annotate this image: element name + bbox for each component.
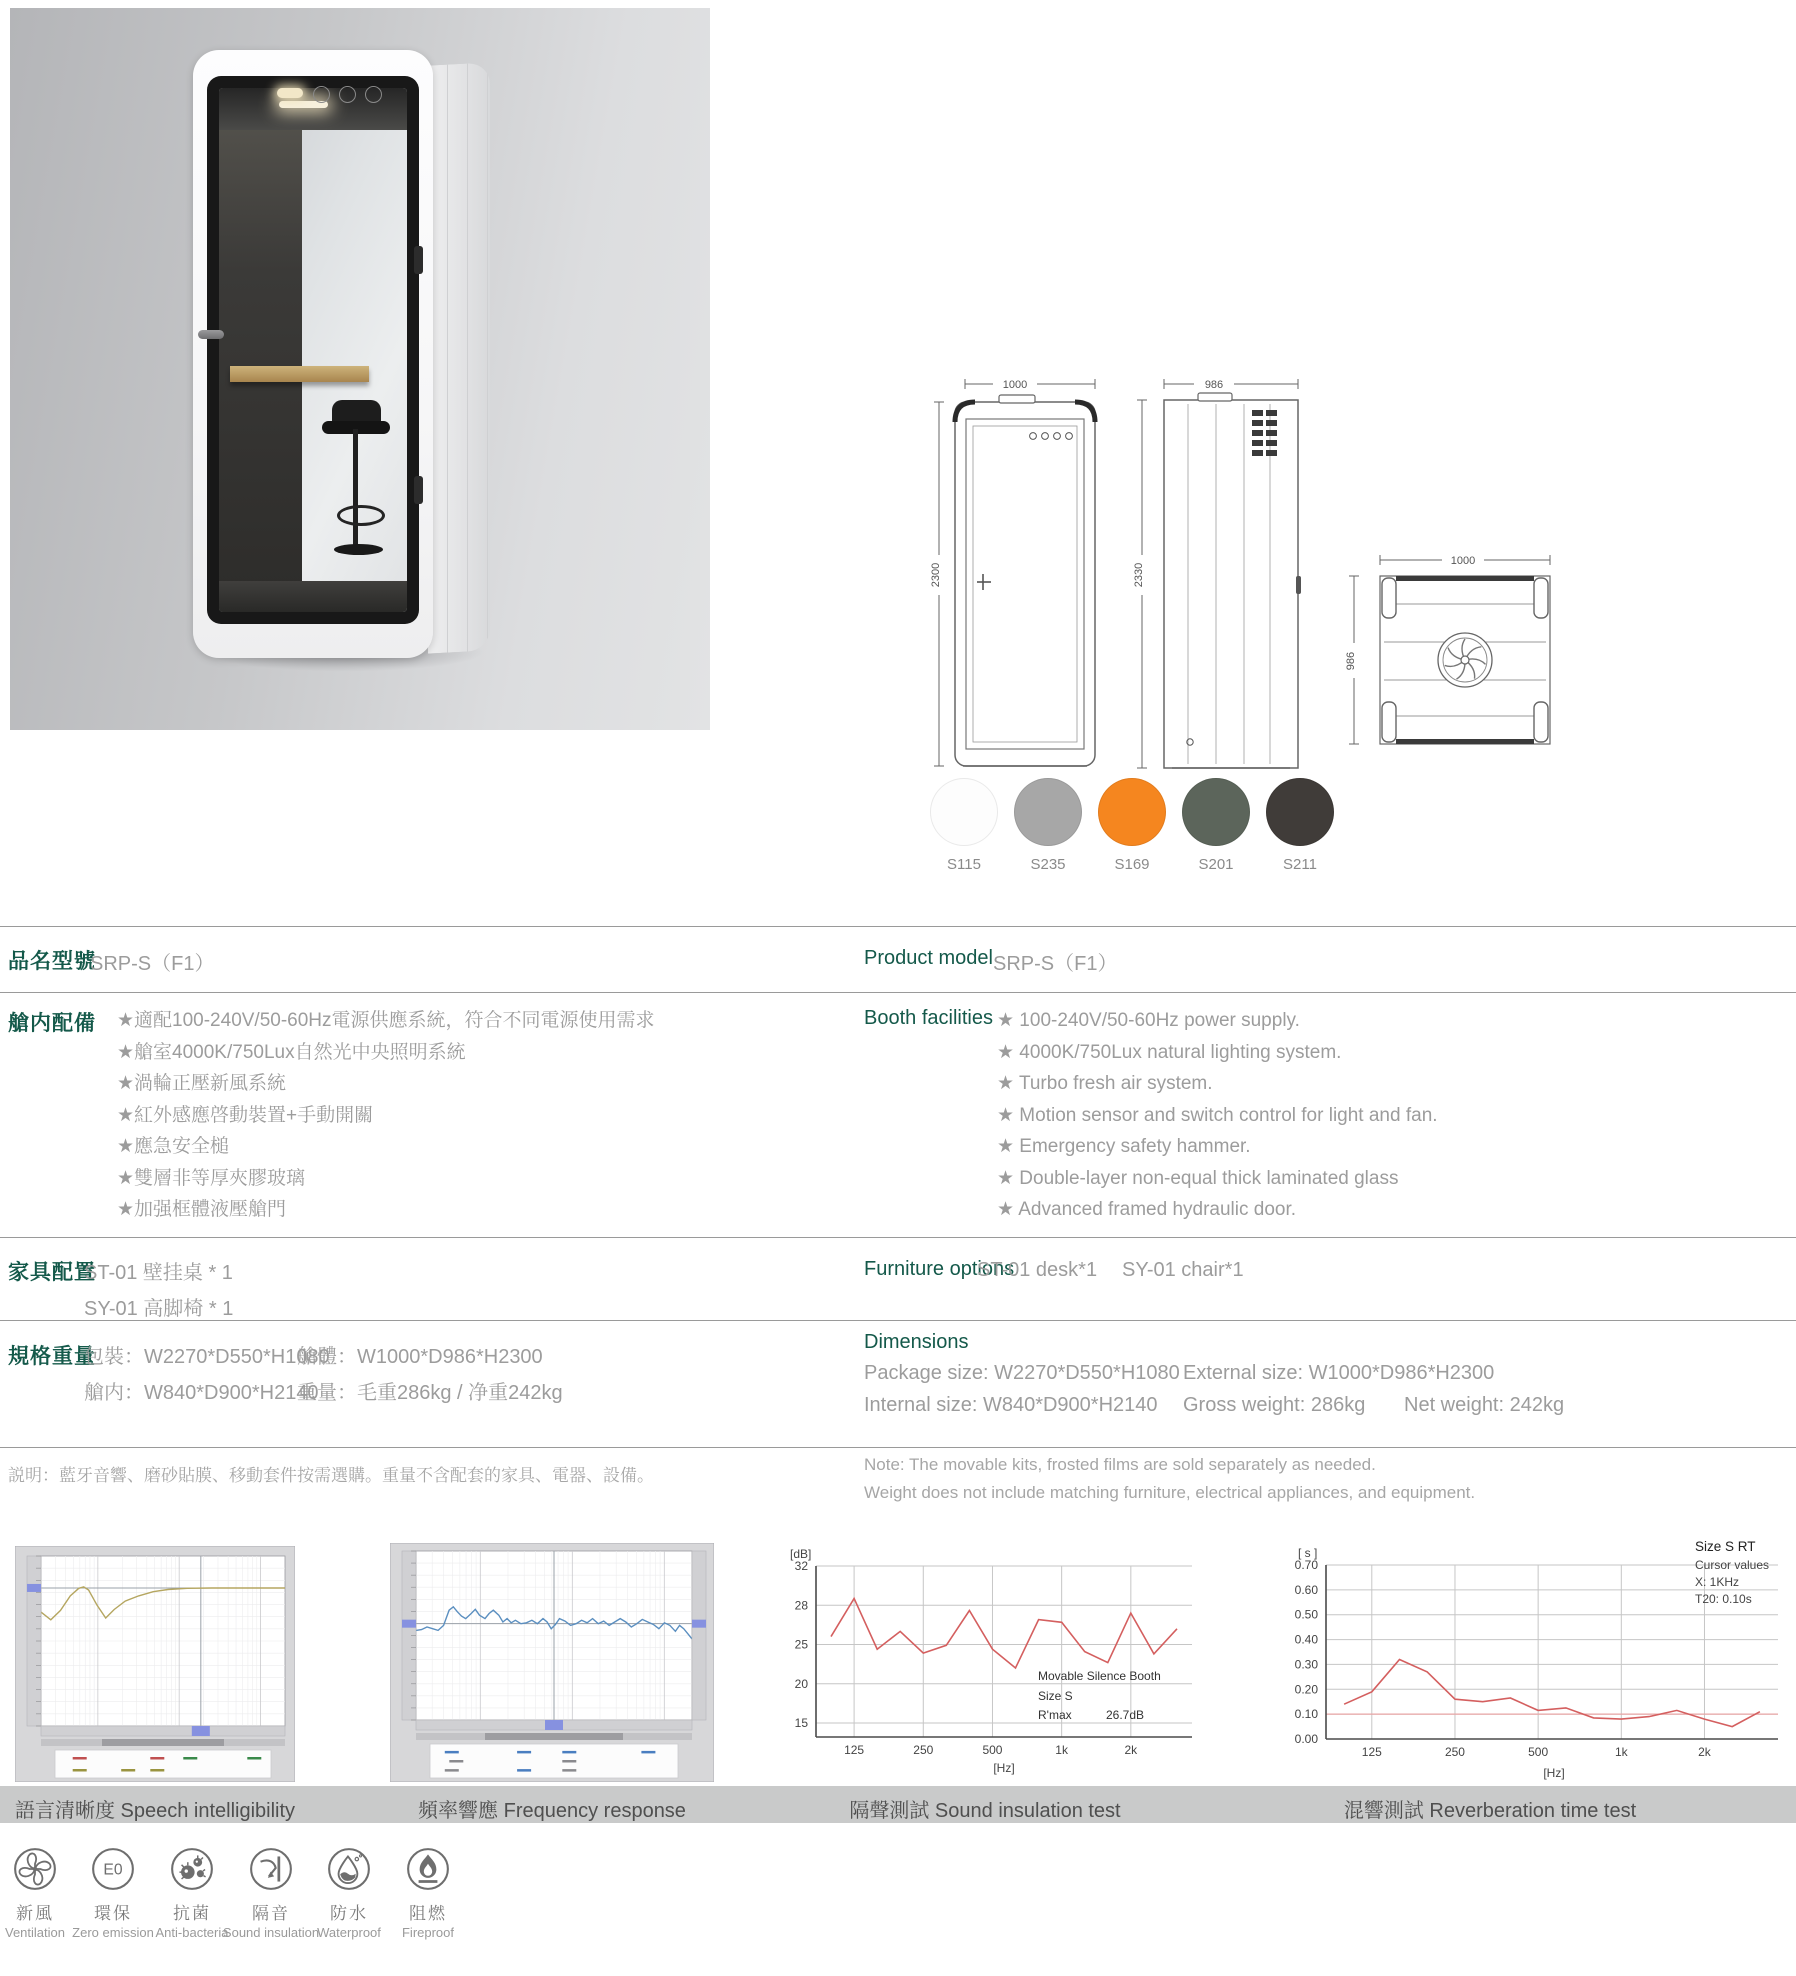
color-swatch bbox=[1174, 778, 1258, 873]
swatch-circle-s235 bbox=[1014, 778, 1082, 846]
model-value-zh: SRP-S（F1） bbox=[90, 953, 215, 975]
door-handle bbox=[198, 330, 224, 339]
dim-package-zh: 包裝：W2270*D550*H1080 bbox=[84, 1346, 330, 1368]
stool-footring bbox=[337, 505, 384, 526]
svg-text:25: 25 bbox=[794, 1637, 808, 1652]
furniture-label-en: Furniture options bbox=[864, 1258, 1015, 1280]
row-divider bbox=[0, 1237, 1796, 1238]
facility-item: ★ 4000K/750Lux natural lighting system. bbox=[997, 1041, 1342, 1063]
booth-door-frame bbox=[207, 76, 419, 624]
svg-text:250: 250 bbox=[1444, 1745, 1465, 1759]
swatch-label: S201 bbox=[1198, 856, 1234, 873]
sound-insulation-icon bbox=[248, 1846, 294, 1892]
furniture-label-zh: 家具配置 bbox=[8, 1261, 96, 1284]
facility-item: ★應急安全槌 bbox=[117, 1136, 230, 1157]
dim-external-en: External size: W1000*D986*H2300 bbox=[1183, 1362, 1495, 1384]
dim-internal-zh: 艙内：W840*D900*H2140 bbox=[84, 1382, 319, 1404]
panel-icon-3 bbox=[365, 86, 382, 103]
facility-item: ★ Turbo fresh air system. bbox=[997, 1073, 1213, 1094]
table-top-border bbox=[0, 926, 1796, 927]
product-photo bbox=[10, 8, 710, 730]
x-axis-unit: [Hz] bbox=[993, 1761, 1015, 1775]
feature-label-en: Ventilation bbox=[5, 1925, 65, 1940]
y-axis-unit: [ s ] bbox=[1298, 1546, 1318, 1560]
y-axis-unit: [dB] bbox=[790, 1547, 812, 1561]
note-en-line1: Note: The movable kits, frosted films are sold separately as needed. bbox=[864, 1455, 1376, 1474]
feature-label-zh: 隔音 bbox=[252, 1904, 290, 1923]
chart-caption: 隔聲測試 Sound insulation test bbox=[849, 1800, 1121, 1822]
annotation-line: Size S bbox=[1038, 1689, 1073, 1703]
annotation-line: Movable Silence Booth bbox=[1038, 1669, 1161, 1683]
svg-text:20: 20 bbox=[794, 1676, 808, 1691]
front-height-dim: 2300 bbox=[930, 562, 942, 588]
feature-label-zh: 抗菌 bbox=[173, 1904, 211, 1923]
panel-lamp bbox=[277, 88, 303, 98]
svg-text:1k: 1k bbox=[1055, 1743, 1068, 1757]
legend-title: Size S RT bbox=[1695, 1539, 1756, 1554]
feature-label-zh: 防水 bbox=[330, 1904, 368, 1923]
stool-base bbox=[334, 544, 383, 555]
panel-icon-2 bbox=[339, 86, 356, 103]
x-axis-unit: [Hz] bbox=[1543, 1766, 1565, 1780]
bacteria-icon bbox=[169, 1846, 215, 1892]
side-height-dim: 2330 bbox=[1133, 562, 1145, 588]
facilities-list-zh bbox=[117, 1005, 655, 1226]
furniture-item-en: SY-01 chair*1 bbox=[1122, 1259, 1244, 1281]
facility-item: ★ Emergency safety hammer. bbox=[997, 1136, 1251, 1157]
svg-text:500: 500 bbox=[1528, 1745, 1549, 1759]
svg-text:28: 28 bbox=[794, 1598, 808, 1613]
dim-weight-zh: 重量：毛重286kg / 净重242kg bbox=[297, 1382, 563, 1404]
fan-icon bbox=[12, 1846, 58, 1892]
fan-top-view bbox=[1438, 633, 1492, 687]
chart-caption: 語言清晰度 Speech intelligibility bbox=[14, 1800, 296, 1822]
swatch-label: S115 bbox=[947, 856, 981, 873]
feature-label-en: Zero emission bbox=[72, 1925, 154, 1940]
dim-external-zh: 艙體：W1000*D986*H2300 bbox=[297, 1346, 543, 1368]
svg-text:E0: E0 bbox=[103, 1861, 123, 1879]
top-width-dim: 1000 bbox=[1450, 555, 1476, 567]
furniture-item-zh: SY-01 高脚椅 * 1 bbox=[84, 1298, 234, 1320]
facility-item: ★ Double-layer non-equal thick laminated glass bbox=[997, 1167, 1399, 1189]
svg-text:125: 125 bbox=[1361, 1745, 1382, 1759]
sound-insulation-chart bbox=[770, 1542, 1200, 1785]
dimensions-label-zh: 規格重量 bbox=[8, 1345, 96, 1368]
color-swatch bbox=[1258, 778, 1342, 873]
svg-text:0.50: 0.50 bbox=[1294, 1607, 1318, 1622]
booth-side-panel bbox=[428, 62, 490, 653]
annotation-line: R'max bbox=[1038, 1708, 1072, 1722]
control-panel bbox=[277, 83, 403, 105]
chart-caption: 混響測試 Reverberation time test bbox=[1343, 1800, 1637, 1822]
feature-label-en: Fireproof bbox=[401, 1925, 455, 1940]
feature-label-en: Waterproof bbox=[317, 1925, 381, 1940]
booth-interior-felt bbox=[219, 88, 302, 612]
row-divider bbox=[0, 992, 1796, 993]
facility-item: ★ Motion sensor and switch control for light and fan. bbox=[997, 1104, 1438, 1126]
note-en-line2: Weight does not include matching furniture, electrical appliances, and equipment. bbox=[864, 1483, 1476, 1502]
dim-net-weight-en: Net weight: 242kg bbox=[1404, 1394, 1565, 1416]
booth-glass bbox=[219, 88, 407, 612]
color-swatch bbox=[922, 778, 1006, 873]
feature-label-zh: 阻燃 bbox=[409, 1904, 447, 1923]
dimensions-label-en: Dimensions bbox=[864, 1331, 969, 1353]
facilities-label-en: Booth facilities bbox=[864, 1007, 993, 1029]
dim-gross-weight-en: Gross weight: 286kg bbox=[1183, 1394, 1366, 1416]
svg-text:0.60: 0.60 bbox=[1294, 1582, 1318, 1597]
swatch-circle-s201 bbox=[1182, 778, 1250, 846]
frequency-response-chart bbox=[390, 1543, 714, 1782]
swatch-label: S235 bbox=[1030, 856, 1066, 873]
svg-text:250: 250 bbox=[913, 1743, 934, 1757]
facility-item: ★紅外感應啓動裝置+手動開關 bbox=[117, 1104, 374, 1126]
top-view-drawing bbox=[1342, 548, 1562, 763]
side-depth-dim: 986 bbox=[1204, 379, 1224, 391]
feature-label-en: Sound insulation bbox=[222, 1925, 320, 1940]
row-divider bbox=[0, 1320, 1796, 1321]
feature-label-zh: 新風 bbox=[16, 1904, 54, 1923]
facility-item: ★渦輪正壓新風系統 bbox=[117, 1073, 287, 1094]
facilities-label-zh: 艙内配備 bbox=[8, 1012, 96, 1035]
annotation-value: 26.7dB bbox=[1106, 1708, 1145, 1722]
svg-text:15: 15 bbox=[794, 1716, 808, 1730]
door-hinge-bottom bbox=[414, 476, 423, 504]
waterproof-icon bbox=[326, 1846, 372, 1892]
svg-text:0.10: 0.10 bbox=[1294, 1707, 1318, 1722]
stool-pole bbox=[353, 429, 358, 555]
svg-text:1k: 1k bbox=[1614, 1745, 1628, 1759]
speech-intelligibility-chart bbox=[15, 1546, 295, 1782]
dim-package-en: Package size: W2270*D550*H1080 bbox=[864, 1362, 1180, 1384]
model-label-en: Product model bbox=[864, 947, 993, 969]
furniture-item-en: ST-01 desk*1 bbox=[977, 1259, 1098, 1281]
booth-desk bbox=[230, 366, 369, 382]
facility-item: ★ Advanced framed hydraulic door. bbox=[997, 1199, 1297, 1220]
svg-text:0.20: 0.20 bbox=[1294, 1682, 1318, 1697]
facility-item: ★加强框體液壓艙門 bbox=[117, 1199, 287, 1220]
facility-item: ★ 100-240V/50-60Hz power supply. bbox=[997, 1010, 1300, 1031]
front-width-dim: 1000 bbox=[1002, 379, 1028, 391]
facility-item: ★艙室4000K/750Lux自然光中央照明系統 bbox=[117, 1041, 466, 1063]
top-depth-dim: 986 bbox=[1345, 651, 1357, 671]
color-swatch bbox=[1090, 778, 1174, 873]
svg-text:0.30: 0.30 bbox=[1294, 1657, 1318, 1672]
door-hinge-top bbox=[414, 246, 423, 274]
fireproof-icon bbox=[405, 1846, 451, 1892]
furniture-item-zh: ST-01 壁挂桌 * 1 bbox=[84, 1262, 233, 1284]
facility-item: ★適配100-240V/50-60Hz電源供應系統，符合不同電源使用需求 bbox=[117, 1010, 655, 1031]
feature-label-en: Anti-bacteria bbox=[155, 1925, 229, 1940]
swatch-circle-s115 bbox=[930, 778, 998, 846]
e0-icon bbox=[90, 1846, 136, 1892]
facilities-list-en bbox=[997, 1005, 1438, 1226]
swatch-label: S169 bbox=[1114, 856, 1150, 873]
svg-text:2k: 2k bbox=[1698, 1745, 1711, 1759]
swatch-circle-s169 bbox=[1098, 778, 1166, 846]
legend-line: T20: 0.10s bbox=[1695, 1592, 1752, 1606]
swatch-label: S211 bbox=[1283, 856, 1317, 873]
svg-text:500: 500 bbox=[982, 1743, 1003, 1757]
chart-caption: 頻率響應 Frequency response bbox=[418, 1800, 686, 1822]
front-view-drawing bbox=[925, 370, 1100, 775]
facility-item: ★雙層非等厚夾膠玻璃 bbox=[117, 1167, 306, 1189]
model-label-zh: 品名型號 bbox=[8, 950, 96, 973]
rt-chart-legend bbox=[1695, 1538, 1769, 1608]
svg-text:2k: 2k bbox=[1124, 1743, 1138, 1757]
feature-fireproof bbox=[373, 1846, 483, 1940]
color-swatches bbox=[922, 778, 1352, 878]
panel-icon-1 bbox=[313, 86, 330, 103]
note-zh: 説明：藍牙音響、磨砂貼膜、移動套件按需選購。重量不含配套的家具、電器、設備。 bbox=[8, 1466, 654, 1485]
svg-text:0.00: 0.00 bbox=[1294, 1732, 1318, 1746]
svg-text:125: 125 bbox=[844, 1743, 865, 1757]
legend-line: X: 1KHz bbox=[1695, 1575, 1740, 1589]
model-value-en: SRP-S（F1） bbox=[993, 953, 1118, 975]
svg-text:0.40: 0.40 bbox=[1294, 1632, 1318, 1647]
feature-label-zh: 環保 bbox=[94, 1904, 132, 1923]
dim-internal-en: Internal size: W840*D900*H2140 bbox=[864, 1394, 1158, 1416]
booth-floor bbox=[219, 581, 407, 612]
svg-text:0.70: 0.70 bbox=[1294, 1558, 1318, 1572]
swatch-circle-s211 bbox=[1266, 778, 1334, 846]
side-view-drawing bbox=[1128, 370, 1303, 775]
row-divider bbox=[0, 1447, 1796, 1448]
svg-text:32: 32 bbox=[794, 1559, 808, 1573]
legend-line: Cursor values bbox=[1695, 1558, 1770, 1572]
color-swatch bbox=[1006, 778, 1090, 873]
